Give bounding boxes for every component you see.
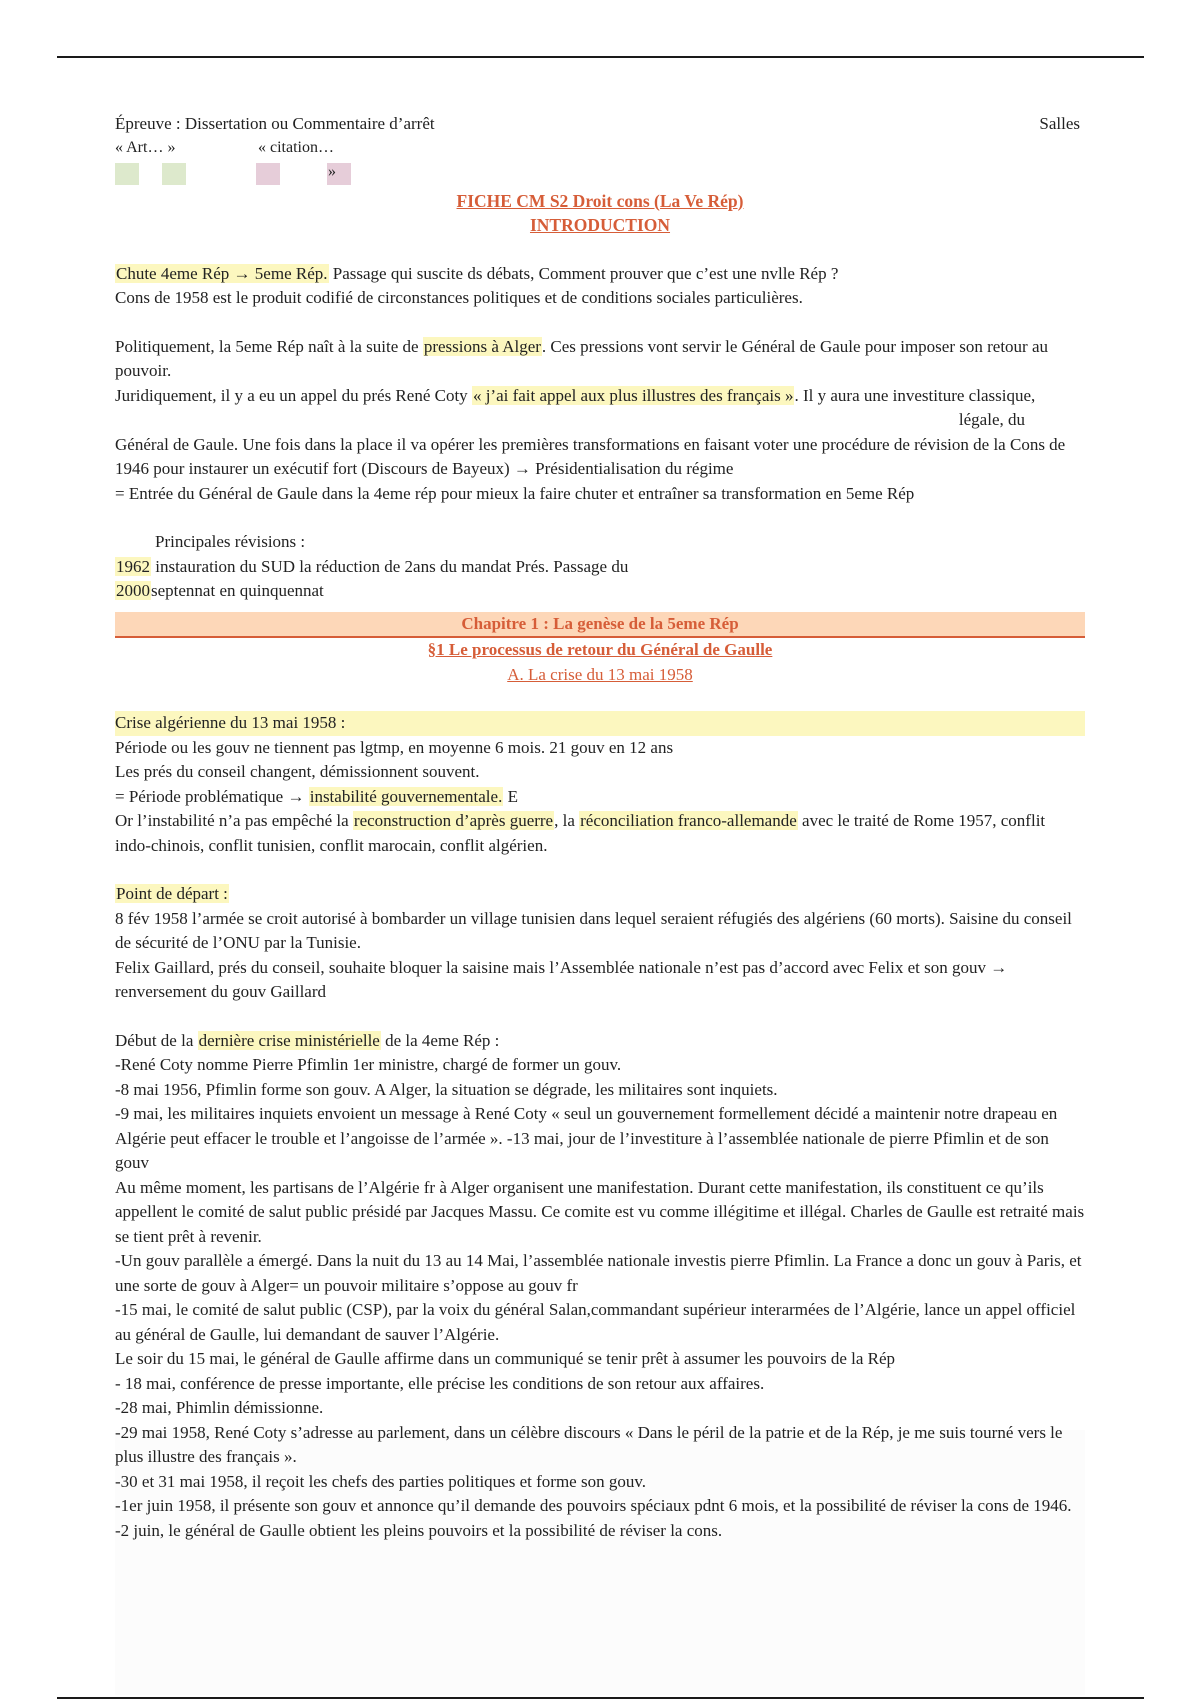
intro-paragraph: Juridiquement, il y a eu un appel du prés René Coty « j’ai fait appel aux plus illustres des français ». Il y aura une investiture classique, — [115, 385, 1036, 405]
timeline-item: Le soir du 15 mai, le général de Gaulle affirme dans un communiqué se tenir prêt à assumer les pouvoirs de la Rép — [115, 1349, 896, 1368]
crisis-heading: Crise algérienne du 13 mai 1958 : — [115, 711, 1085, 736]
tag-article: « Art… » — [115, 138, 176, 156]
legend-tags — [115, 137, 1085, 189]
start-heading: Point de départ : — [116, 884, 228, 903]
timeline-item: -2 juin, le général de Gaulle obtient les pleins pouvoirs et la possibilité de réviser la cons. — [115, 1520, 723, 1540]
author-name: Salles — [1039, 114, 1080, 133]
timeline-item: -29 mai 1958, René Coty s’adresse au parlement, dans un célèbre discours « Dans le péril de la patrie et de la Rép, je me suis tourné vers le plus illustre des français ». — [115, 1422, 1063, 1466]
crisis-line: = Période problématique → instabilité gouvernementale. E — [115, 786, 518, 806]
timeline-item: -28 mai, Phimlin démissionne. — [115, 1398, 324, 1417]
intro-paragraph: Cons de 1958 est le produit codifié de circonstances politiques et de conditions sociales particulières. — [115, 288, 803, 307]
revision-item: 1962 instauration du SUD la réduction de 2ans du mandat Prés. Passage du — [116, 556, 629, 576]
green-marker — [162, 163, 186, 185]
pink-marker — [256, 163, 280, 185]
green-marker — [115, 163, 139, 185]
ministerial-heading: Début de la dernière crise ministérielle de la 4eme Rép : — [115, 1030, 500, 1050]
doc-title: FICHE CM S2 Droit cons (La Ve Rép) — [456, 190, 744, 211]
timeline-item: -Un gouv parallèle a émergé. Dans la nuit du 13 au 14 Mai, l’assemblée nationale investis pierre Pfimlin. La France a donc un gouv à Paris, et une sorte de gouv à Alger= un pouvoir militaire s’oppose au gouv fr — [115, 1251, 1082, 1295]
start-line: 8 fév 1958 l’armée se croit autorisé à bombarder un village tunisien dans lequel seraient réfugiés des algériens (60 morts). Saisine du conseil de sécurité de l’ONU par la Tunisie. — [115, 908, 1072, 952]
timeline-item: -30 et 31 mai 1958, il reçoit les chefs des parties politiques et forme son gouv. — [115, 1471, 646, 1491]
document-page — [115, 112, 1085, 1543]
chapter-heading: Chapitre 1 : La genèse de la 5eme Rép — [115, 612, 1085, 639]
doc-subtitle: INTRODUCTION — [529, 215, 671, 235]
crisis-line: Les prés du conseil changent, démissionnent souvent. — [115, 762, 480, 781]
intro-paragraph: = Entrée du Général de Gaule dans la 4eme rép pour mieux la faire chuter et entraîner sa transformation en 5eme Rép — [115, 483, 915, 503]
revision-item: 2000septennat en quinquennat — [116, 581, 324, 600]
timeline-item: - 18 mai, conférence de presse importante, elle précise les conditions de son retour aux affaires. — [115, 1373, 765, 1393]
intro-paragraph: Politiquement, la 5eme Rép naît à la suite de pressions à Alger. Ces pressions vont servir le Général de Gaule pour imposer son retour au pouvoir. — [115, 336, 1048, 380]
timeline-item: Au même moment, les partisans de l’Algérie fr à Alger organisent une manifestation. Durant cette manifestation, ils constituent ce qu’ils appellent le comité de salut public présidé par Jacques Massu. Ce comite est vu comme illégitime et illégal. Charles de Gaulle est retraité mais se tient prêt à revenir. — [115, 1177, 1085, 1246]
intro-paragraph: Chute 4eme Rép → 5eme Rép. Passage qui suscite ds débats, Comment prouver que c’est une nvlle Rép ? — [116, 263, 839, 283]
section-heading: §1 Le processus de retour du Général de Gaulle — [427, 640, 773, 659]
start-line: Felix Gaillard, prés du conseil, souhaite bloquer la saisine mais l’Assemblée nationale n’est pas d’accord avec Felix et son gouv → renversement du gouv Gaillard — [115, 957, 1008, 1001]
subsection-heading: A. La crise du 13 mai 1958 — [507, 664, 693, 684]
crisis-line: Période ou les gouv ne tiennent pas lgtmp, en moyenne 6 mois. 21 gouv en 12 ans — [115, 737, 674, 757]
crisis-line: Or l’instabilité n’a pas empêché la reconstruction d’après guerre, la réconciliation franco-allemande avec le traité de Rome 1957, conflit indo-chinois, conflit tunisien, conflit marocain, conflit algérien. — [115, 811, 1046, 855]
timeline-item: -15 mai, le comité de salut public (CSP), par la voix du général Salan,commandant supérieur interarmées de l’Algérie, lance un appel officiel au général de Gaulle, lui demandant de sauver l’Algérie. — [115, 1300, 1076, 1344]
bottom-rule — [57, 1697, 1144, 1699]
intro-paragraph: Général de Gaule. Une fois dans la place il va opérer les premières transformations en faisant voter une procédure de révision de la Cons de 1946 pour instaurer un exécutif fort (Discours de Bayeux) → Présidentialisation du régime — [115, 434, 1066, 478]
exam-type: Épreuve : Dissertation ou Commentaire d’arrêt — [115, 114, 435, 133]
tag-citation-end: » — [328, 162, 336, 180]
top-rule — [57, 56, 1144, 58]
header-row — [115, 112, 1085, 137]
revisions-title: Principales révisions : — [155, 532, 306, 551]
timeline-item: -1er juin 1958, il présente son gouv et annonce qu’il demande des pouvoirs spéciaux pdnt 6 mois, et la possibilité de réviser la cons de 1946. — [115, 1496, 1072, 1515]
timeline-item: -9 mai, les militaires inquiets envoient un message à René Coty « seul un gouvernement formellement décidé a maintenir notre drapeau en Algérie peut effacer le trouble et l’angoisse de l’armée ». -13 mai, jour de l’investiture à l’assemblée nationale de pierre Pfimlin et de son gouv — [115, 1104, 1058, 1172]
intro-fragment: légale, du — [958, 410, 1025, 429]
timeline-item: -René Coty nomme Pierre Pfimlin 1er ministre, chargé de former un gouv. — [115, 1055, 622, 1074]
timeline-item: -8 mai 1956, Pfimlin forme son gouv. A Alger, la situation se dégrade, les militaires sont inquiets. — [115, 1079, 778, 1099]
tag-citation: « citation… — [258, 138, 334, 156]
